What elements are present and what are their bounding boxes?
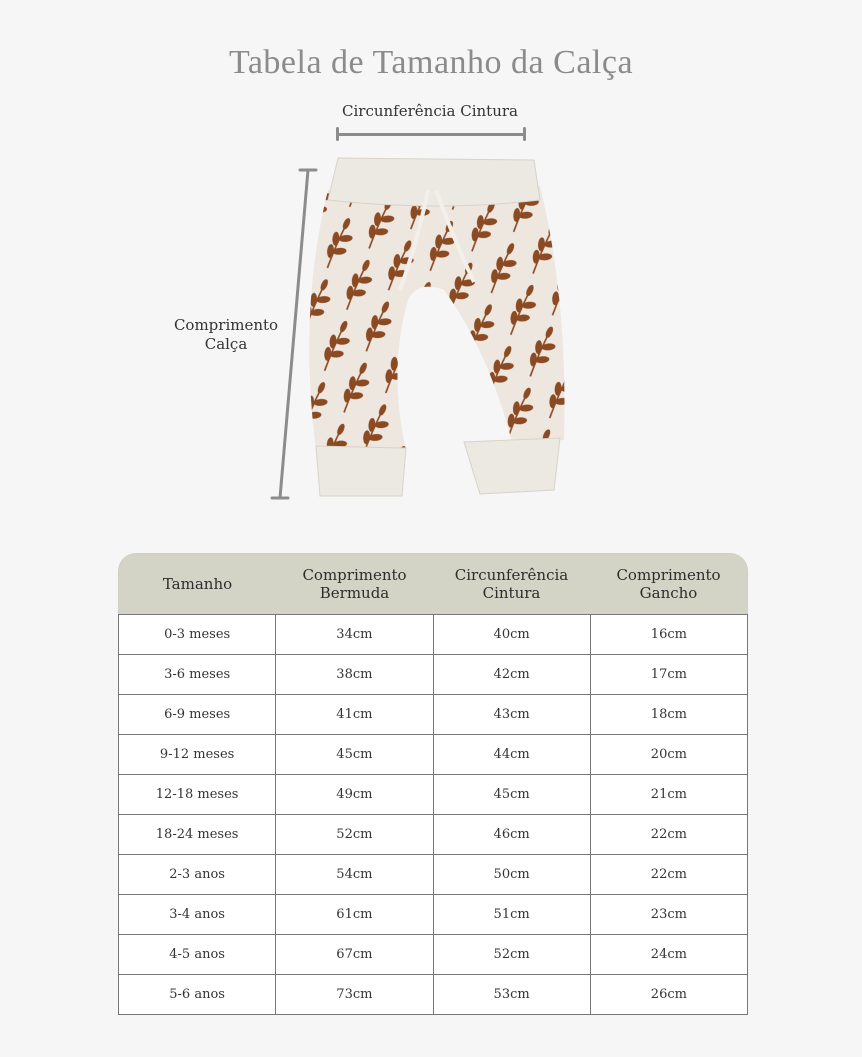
size-cell: 3-4 anos	[119, 895, 276, 934]
waist-cell: 46cm	[434, 815, 591, 854]
table-row	[119, 815, 748, 855]
waist-cell: 45cm	[434, 775, 591, 814]
header-rise-length-line: Gancho	[639, 584, 698, 602]
rise-length-cell: 18cm	[591, 695, 748, 734]
header-rise-length-line: Comprimento	[616, 566, 721, 584]
header-short-length-line: Bermuda	[319, 584, 390, 602]
rise-length-cell: 17cm	[591, 655, 748, 694]
short-length-cell: 52cm	[276, 815, 433, 854]
size-cell: 3-6 meses	[119, 655, 276, 694]
pants-illustration	[268, 150, 578, 510]
short-length-cell: 41cm	[276, 695, 433, 734]
waist-cell: 40cm	[434, 615, 591, 654]
short-length-cell: 38cm	[276, 655, 433, 694]
waist-cell: 44cm	[434, 735, 591, 774]
size-cell: 18-24 meses	[119, 815, 276, 854]
header-short-length-line: Comprimento	[302, 566, 407, 584]
waist-cell: 42cm	[434, 655, 591, 694]
table-row	[119, 655, 748, 695]
rise-length-cell: 16cm	[591, 615, 748, 654]
size-cell: 12-18 meses	[119, 775, 276, 814]
size-table	[118, 553, 748, 1015]
header-size-line: Tamanho	[162, 575, 233, 593]
table-row	[119, 615, 748, 655]
table-row	[119, 975, 748, 1015]
short-length-cell: 67cm	[276, 935, 433, 974]
waist-measure-bar	[336, 127, 526, 141]
rise-length-cell: 26cm	[591, 975, 748, 1014]
short-length-cell: 54cm	[276, 855, 433, 894]
waist-cell: 43cm	[434, 695, 591, 734]
waist-measure-label: Circunferência Cintura	[342, 102, 518, 120]
table-row	[119, 935, 748, 975]
table-row	[119, 895, 748, 935]
rise-length-cell: 22cm	[591, 815, 748, 854]
table-row	[119, 695, 748, 735]
size-cell: 5-6 anos	[119, 975, 276, 1014]
short-length-cell: 45cm	[276, 735, 433, 774]
size-cell: 6-9 meses	[119, 695, 276, 734]
rise-length-cell: 20cm	[591, 735, 748, 774]
rise-length-cell: 22cm	[591, 855, 748, 894]
page-title: Tabela de Tamanho da Calça	[228, 44, 634, 81]
short-length-cell: 61cm	[276, 895, 433, 934]
table-row	[119, 735, 748, 775]
header-waist-line: Circunferência	[454, 566, 569, 584]
size-cell: 4-5 anos	[119, 935, 276, 974]
waist-cell: 50cm	[434, 855, 591, 894]
rise-length-cell: 21cm	[591, 775, 748, 814]
waist-cell: 52cm	[434, 935, 591, 974]
size-cell: 2-3 anos	[119, 855, 276, 894]
size-table-body	[118, 614, 748, 1015]
header-waist	[433, 554, 590, 614]
header-waist-line: Cintura	[482, 584, 541, 602]
short-length-cell: 34cm	[276, 615, 433, 654]
table-row	[119, 775, 748, 815]
short-length-cell: 49cm	[276, 775, 433, 814]
waist-cell: 53cm	[434, 975, 591, 1014]
rise-length-cell: 24cm	[591, 935, 748, 974]
waist-cell: 51cm	[434, 895, 591, 934]
header-short-length	[276, 554, 433, 614]
size-cell: 9-12 meses	[119, 735, 276, 774]
size-table-header	[118, 553, 748, 614]
header-rise-length	[590, 554, 747, 614]
header-size	[119, 554, 276, 614]
table-row	[119, 855, 748, 895]
length-label-line2: Calça	[204, 335, 248, 353]
short-length-cell: 73cm	[276, 975, 433, 1014]
rise-length-cell: 23cm	[591, 895, 748, 934]
length-label-line1: Comprimento	[173, 316, 279, 334]
size-cell: 0-3 meses	[119, 615, 276, 654]
